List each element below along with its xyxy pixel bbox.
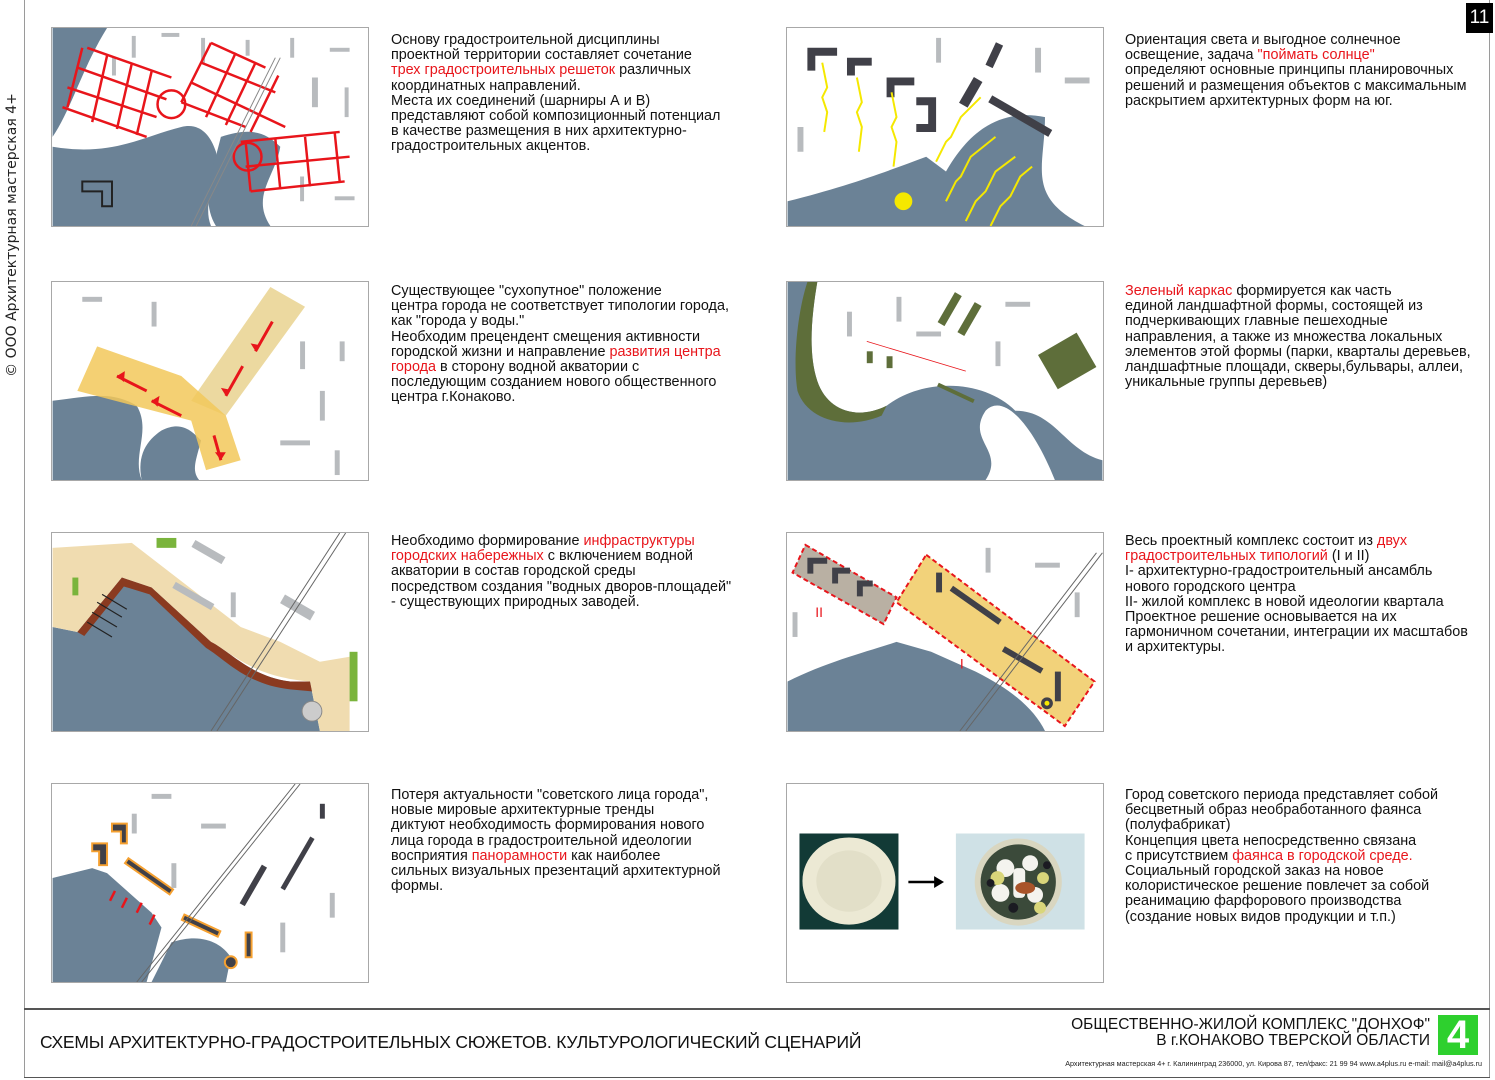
map-center-shift-drawing xyxy=(52,282,368,480)
text-green xyxy=(1125,284,1495,390)
text-grids xyxy=(391,33,761,155)
studio-contacts: Архитектурная мастерская 4+ г. Калининград 236000, ул. Кирова 87, тел/факс: 21 99 94 www.a4plus.ru e-mail: mail@a4plus.ru xyxy=(1065,1059,1482,1068)
map-center-shift xyxy=(51,281,369,481)
map-grids-drawing xyxy=(52,28,368,226)
highlighted-phrase: инфраструктуры городских набережных xyxy=(391,533,695,565)
map-sun-drawing xyxy=(787,28,1103,226)
body-text: Ориентация света и выгодное солнечное освещение, задача xyxy=(1125,32,1401,64)
label-typology-i: I xyxy=(959,655,964,672)
body-text: Необходимо формирование xyxy=(391,533,584,549)
faience-photos-drawing xyxy=(787,784,1103,982)
highlighted-phrase: "поймать солнце" xyxy=(1257,47,1375,64)
body-text: Потеря актуальности "советского лица города", новые мировые архитектурные тренды диктуют необходимость формирования нового лица города в градостроительной идеологии восприятия xyxy=(391,787,709,864)
map-typologies-drawing xyxy=(787,533,1103,731)
map-green-drawing xyxy=(787,282,1103,480)
text-sun xyxy=(1125,33,1495,109)
highlighted-phrase: фаянса в городской среде. xyxy=(1232,847,1413,864)
map-embankment xyxy=(51,532,369,732)
map-green xyxy=(786,281,1104,481)
text-center xyxy=(391,284,761,406)
text-sun-body xyxy=(1125,33,1495,109)
body-text: формируется как часть единой ландшафтной формы, состоящей из подчеркивающих главные пешеходные направления, а также из множества локальных элементов этой формы (парки, кварталы деревьев, ландшафтные площади, скверы,бульвары, аллеи, уникальные группы деревьев) xyxy=(1125,283,1471,391)
faience-photos xyxy=(786,783,1104,983)
text-faience xyxy=(1125,788,1495,925)
body-text: различных координатных направлений. Места их соединений (шарниры А и В) представляют собой композиционный потенциал в качестве размещения в них архитектурно- градостроительных акцентов. xyxy=(391,62,721,155)
page-number: 11 xyxy=(1466,3,1493,33)
body-text: Социальный городской заказ на новое колористическое решение повлечет за собой реанимацию фарфорового производства (создание новых видов продукции и т.п.) xyxy=(1125,863,1430,925)
body-text: Основу градостроительной дисциплины проектной территории составляет сочетание xyxy=(391,32,692,64)
side-credit-text: © ООО Архитектурная мастерская 4+ xyxy=(4,93,20,377)
sheet-title: СХЕМЫ АРХИТЕКТУРНО-ГРАДОСТРОИТЕЛЬНЫХ СЮЖЕТОВ. КУЛЬТУРОЛОГИЧЕСКИЙ СЦЕНАРИЙ xyxy=(40,1032,862,1052)
map-typologies xyxy=(786,532,1104,732)
body-text: с включением водной акватории в состав городской среды посредством создания "водных дворов-площадей" - существующих природных заводей. xyxy=(391,548,732,610)
side-credit xyxy=(2,90,22,380)
footer-title-block xyxy=(24,1008,1490,1078)
text-embankment-body xyxy=(391,534,761,610)
text-typologies xyxy=(1125,534,1495,656)
text-panorama-body xyxy=(391,788,761,894)
highlighted-phrase: двух градостроительных типологий xyxy=(1125,533,1408,565)
text-center-body xyxy=(391,284,761,406)
text-green-body xyxy=(1125,284,1495,390)
body-text: как наиболее сильных визуальных презентаций архитектурной формы. xyxy=(391,847,721,895)
body-text: Существующее "сухопутное" положение центра города не соответствует типологии города, как "города у воды." Необходим прецендент смещения активности городской жизни и направление xyxy=(391,283,729,360)
highlighted-phrase: трех градостроительных решеток xyxy=(391,62,616,79)
text-faience-body xyxy=(1125,788,1495,925)
highlighted-phrase: развития центра города xyxy=(391,343,721,376)
map-grids xyxy=(51,27,369,227)
body-text: в сторону водной акватории с последующим созданием нового общественного центра г.Конаково. xyxy=(391,359,717,406)
map-panorama-drawing xyxy=(52,784,368,982)
highlighted-phrase: Зеленый каркас xyxy=(1125,283,1233,299)
project-name-line1: ОБЩЕСТВЕННО-ЖИЛОЙ КОМПЛЕКС "ДОНХОФ" xyxy=(1071,1016,1430,1033)
text-embankment xyxy=(391,534,761,610)
highlighted-phrase: панорамности xyxy=(471,847,568,864)
text-panorama xyxy=(391,788,761,894)
body-text: (I и II) I- архитектурно-градостроительный ансамбль нового городского центра II- жилой комплекс в новой идеологии квартала Проектное решение основывается на их гармоничном сочетании, интеграции их масштабов и архитектуры. xyxy=(1125,548,1468,656)
project-name xyxy=(1071,1017,1430,1049)
map-panorama xyxy=(51,783,369,983)
body-text: Город советского периода представляет собой бесцветный образ необработанного фаянса (полуфабрикат) Концепция цвета непосредственно связана с присутствием xyxy=(1125,787,1439,864)
text-typologies-body xyxy=(1125,534,1495,656)
text-grids-body xyxy=(391,33,761,155)
body-text: определяют основные принципы планировочных решений и размещения объектов с максимальным раскрытием архитектурных форм на юг. xyxy=(1125,62,1467,109)
label-typology-ii: II xyxy=(815,604,824,621)
studio-logo: 4 xyxy=(1438,1015,1478,1055)
body-text: Весь проектный комплекс состоит из xyxy=(1125,533,1377,549)
project-name-line2: В г.КОНАКОВО ТВЕРСКОЙ ОБЛАСТИ xyxy=(1156,1032,1430,1049)
map-embankment-drawing xyxy=(52,533,368,731)
map-sun xyxy=(786,27,1104,227)
